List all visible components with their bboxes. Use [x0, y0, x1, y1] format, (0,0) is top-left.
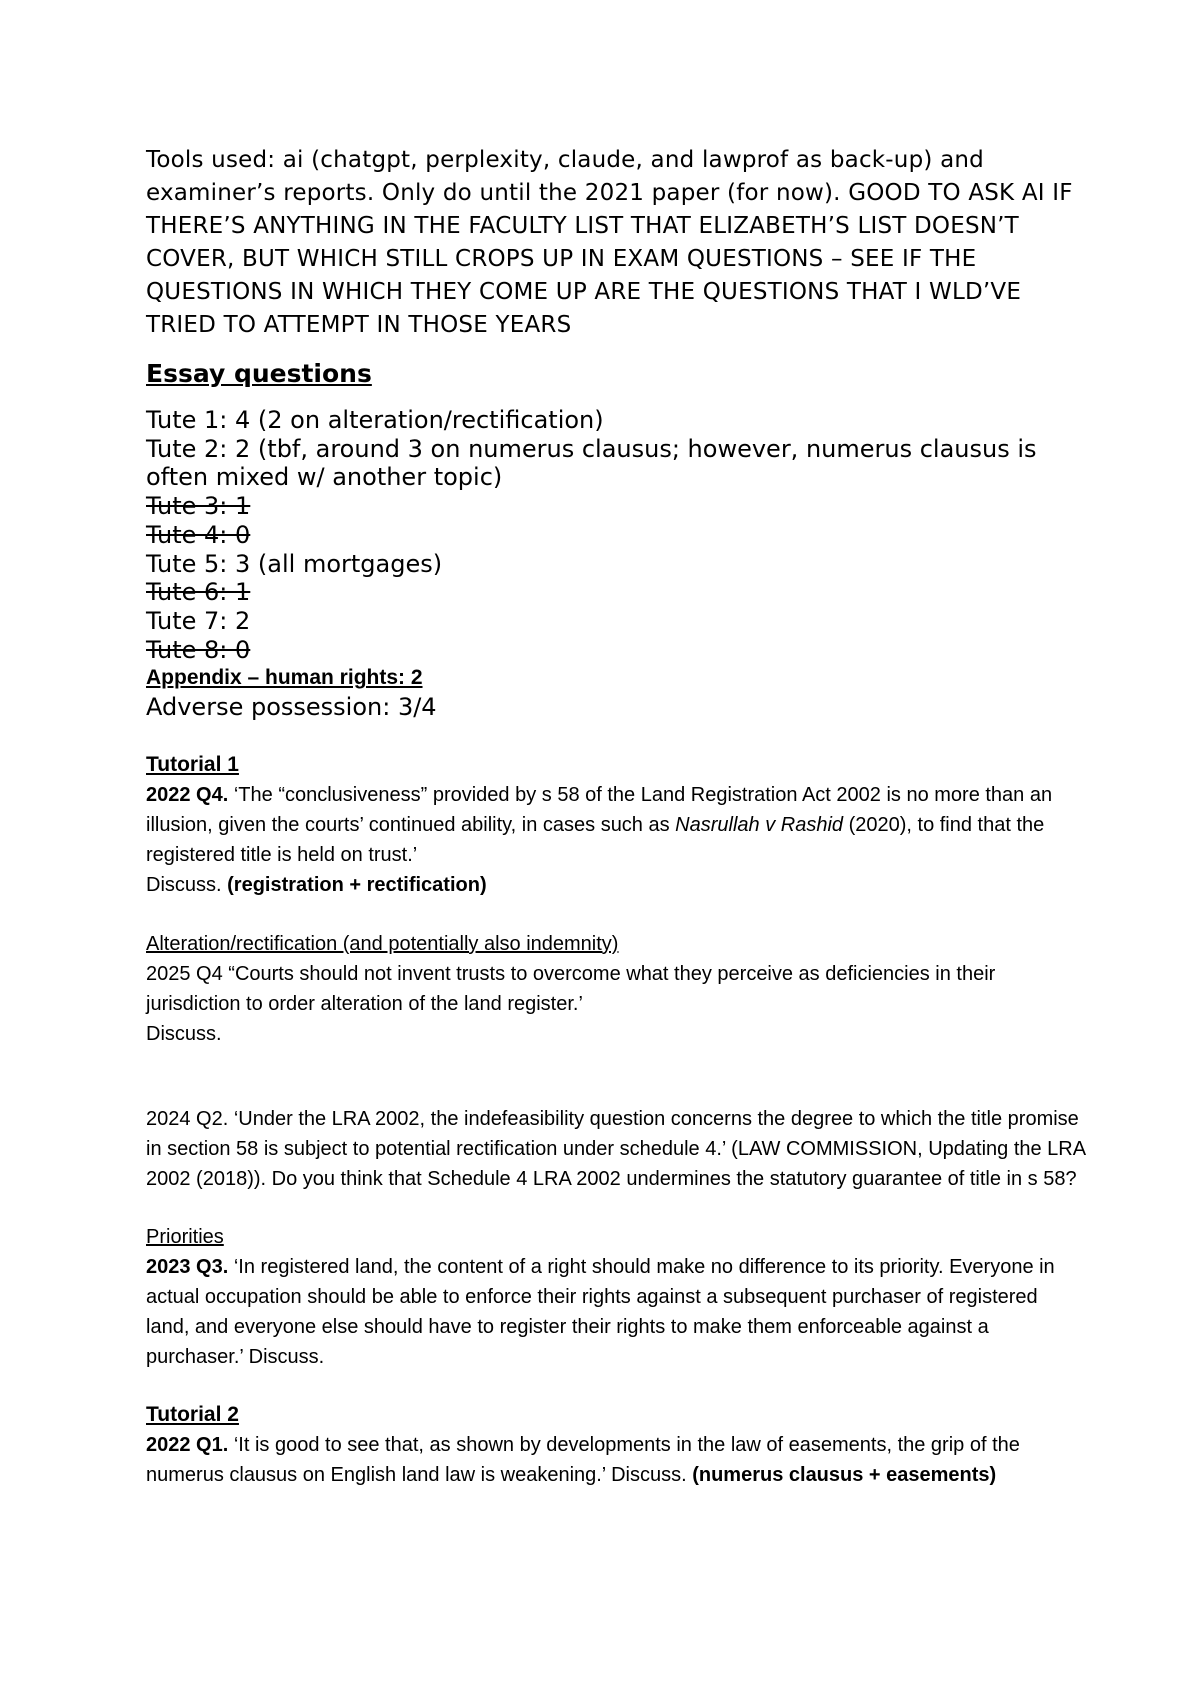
question-paragraph	[146, 1252, 1086, 1372]
question-label: 2023 Q3.	[146, 1256, 229, 1278]
tute-line-struck: Tute 3: 1	[146, 492, 251, 521]
tute-line-struck: Tute 8: 0	[146, 635, 251, 664]
lra-question-section	[146, 1104, 1086, 1194]
intro-paragraph: Tools used: ai (chatgpt, perplexity, claude, and lawprof as back-up) and examiner’s reports. Only do until the 2021 paper (for now). GOOD TO ASK AI IF THERE’S ANYTHING IN THE FACULTY LIST THAT ELIZABETH’S LIST DOESN’T COVER, BUT WHICH STILL CROPS UP IN EXAM QUESTIONS – SEE IF THE QUESTIONS IN WHICH THEY COME UP ARE THE QUESTIONS THAT I WLD’VE TRIED TO ATTEMPT IN THOSE YEARS	[146, 147, 1073, 338]
appendix-line: Appendix – human rights: 2	[146, 666, 423, 690]
tute-line-struck: Tute 6: 1	[146, 578, 251, 607]
question-paragraph	[146, 1430, 1086, 1490]
discuss-line	[146, 870, 1086, 900]
tute-count-list	[146, 406, 1086, 722]
priorities-section	[146, 1222, 1086, 1372]
question-paragraph: 2025 Q4 “Courts should not invent trusts to overcome what they perceive as deficiencies in their jurisdiction to order alteration of the land register.’	[146, 963, 996, 1015]
tute-line: Tute 1: 4 (2 on alteration/rectification)	[146, 406, 604, 434]
tutorial-1-section	[146, 750, 1086, 900]
alteration-section	[146, 929, 1086, 1049]
question-paragraph: 2024 Q2. ‘Under the LRA 2002, the indefeasibility question concerns the degree to which the title promise in section 58 is subject to potential rectification under schedule 4.’ (LAW COMMISSION, Updating the LRA 2002 (2018)). Do you think that Schedule 4 LRA 2002 undermines the statutory guarantee of title in s 58?	[146, 1108, 1085, 1190]
case-name: Nasrullah v Rashid	[675, 814, 844, 836]
tute-line: Tute 7: 2	[146, 606, 251, 635]
essay-questions-heading: Essay questions	[146, 359, 372, 388]
tutorial-1-heading: Tutorial 1	[146, 753, 239, 776]
question-text: ‘It is good to see that, as shown by developments in the law of easements, the grip of the numerus clausus on English land law is weakening.’ Discuss.	[146, 1434, 1020, 1486]
discuss-line: Discuss.	[146, 1023, 222, 1045]
tutorial-2-section	[146, 1400, 1086, 1490]
question-label: 2022 Q1.	[146, 1434, 229, 1456]
discuss-text: Discuss.	[146, 874, 228, 896]
tute-line: Tute 2: 2 (tbf, around 3 on numerus clausus; however, numerus clausus is often mixed w/ another topic)	[146, 434, 1037, 492]
question-label: 2022 Q4.	[146, 784, 229, 806]
topic-tag: (numerus clausus + easements)	[692, 1464, 997, 1486]
question-text: (2020), to find that the registered title is held on trust.’	[146, 814, 1045, 866]
tutorial-2-heading: Tutorial 2	[146, 1403, 239, 1426]
question-text: ‘The “conclusiveness” provided by s 58 of the Land Registration Act 2002 is no more than an illusion, given the courts’ continued ability, in cases such as	[146, 784, 1053, 836]
alteration-heading: Alteration/rectification (and potentially also indemnity)	[146, 933, 619, 955]
topic-tag: (registration + rectification)	[227, 874, 487, 896]
tute-line: Tute 5: 3 (all mortgages)	[146, 549, 443, 578]
tute-line-struck: Tute 4: 0	[146, 520, 251, 549]
question-text: ‘In registered land, the content of a right should make no difference to its priority. Everyone in actual occupation should be able to enforce their rights against a subsequent purchaser of registered land, and everyone else should have to register their rights to make them enforceable against a purchaser.’ Discuss.	[146, 1256, 1055, 1368]
priorities-heading: Priorities	[146, 1226, 224, 1248]
adverse-possession-line: Adverse possession: 3/4	[146, 693, 437, 722]
question-paragraph	[146, 780, 1086, 870]
